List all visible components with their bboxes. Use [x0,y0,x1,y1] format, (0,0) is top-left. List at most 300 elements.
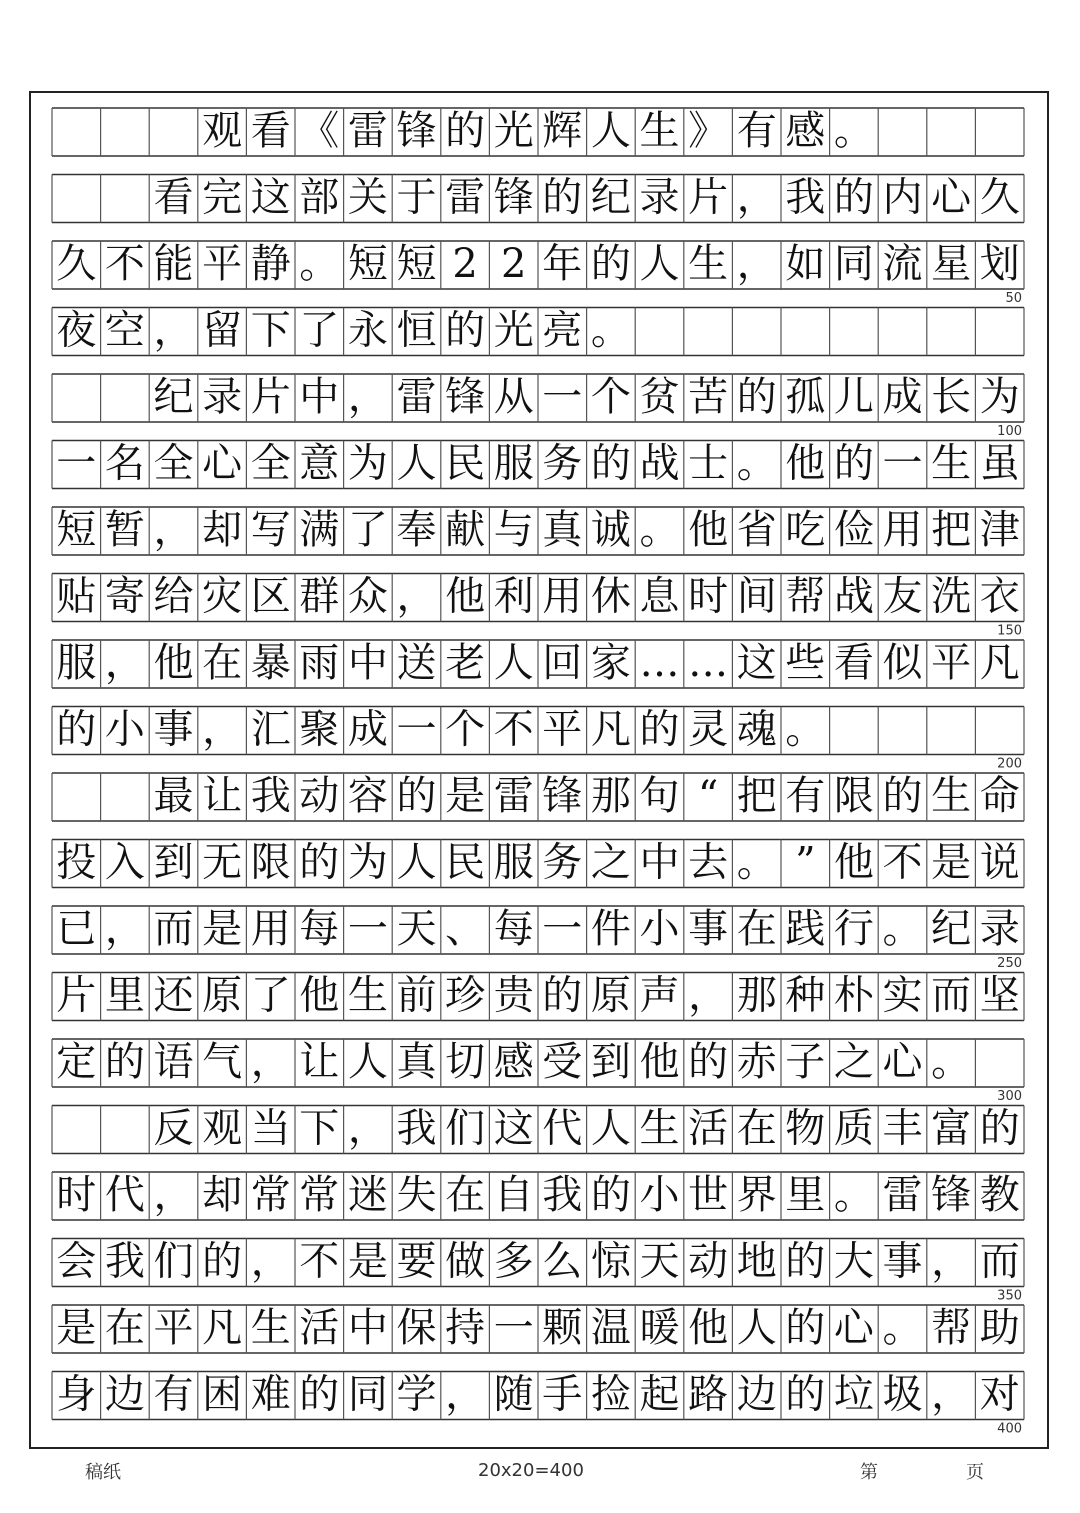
handwritten-character: 献 [445,507,486,553]
handwritten-text [56,108,1019,1418]
handwritten-character: 。 [736,839,777,886]
handwritten-character: ， [396,573,437,620]
handwritten-character: 他 [688,507,729,553]
handwritten-character: 成 [347,706,388,753]
handwritten-character: 雷 [396,374,437,420]
handwritten-character: 凡 [202,1305,243,1351]
handwritten-character: 心 [931,174,972,221]
handwritten-character: 容 [347,773,388,819]
handwritten-character: 心 [833,1305,874,1351]
handwritten-character: 代 [542,1105,583,1152]
handwritten-character: 随 [493,1371,534,1418]
handwritten-character: 。 [639,507,680,553]
handwritten-character: 这 [493,1105,534,1152]
handwritten-character: 到 [153,839,194,886]
handwritten-character: 件 [590,906,631,952]
handwritten-character: 而 [931,972,972,1019]
handwritten-character: 事 [882,1238,923,1285]
handwritten-character: 下 [250,307,291,354]
handwritten-character: 诚 [590,507,631,553]
handwritten-character: 老 [445,640,486,686]
handwritten-character: 锋 [493,174,534,221]
handwritten-character: 看 [833,640,874,686]
handwritten-character: 凡 [979,640,1020,686]
handwritten-character: 同 [347,1371,388,1418]
handwritten-character: 的 [833,174,874,221]
handwritten-character: 《 [299,108,340,154]
handwritten-character: 的 [785,1305,826,1351]
handwritten-character: … [639,640,680,686]
handwritten-character: 纪 [153,374,194,420]
handwritten-character: 我 [396,1105,437,1152]
handwritten-character: 垃 [833,1371,874,1418]
handwritten-character: 做 [445,1238,486,1285]
handwritten-character: 光 [493,307,534,354]
handwritten-character: 服 [493,839,534,886]
handwritten-character: 间 [736,573,777,620]
handwritten-character: 虽 [979,440,1020,487]
handwritten-character: 在 [736,1105,777,1152]
handwritten-character: 每 [299,906,340,952]
handwritten-character: 衣 [979,573,1020,620]
handwritten-character: 前 [396,972,437,1019]
handwritten-character: 困 [202,1371,243,1418]
handwritten-character: 一 [882,440,923,487]
handwritten-character: 。 [785,706,826,753]
handwritten-character: 教 [979,1172,1020,1218]
handwritten-character: 活 [299,1305,340,1351]
handwritten-character: 活 [688,1105,729,1152]
handwritten-character: 不 [882,839,923,886]
handwritten-character: 心 [202,440,243,487]
handwritten-character: 当 [250,1105,291,1152]
character-counter: 50 [1005,291,1022,306]
handwritten-character: 他 [785,440,826,487]
handwritten-character: 人 [590,108,631,154]
handwritten-character: 在 [202,640,243,686]
handwritten-character: 战 [639,440,680,487]
handwritten-character: 中 [347,1305,388,1351]
handwritten-character: 子 [785,1039,826,1085]
handwritten-character: 那 [736,972,777,1019]
handwritten-character: 难 [250,1371,291,1418]
handwritten-character: ， [202,706,243,753]
handwritten-character: 送 [396,640,437,686]
handwritten-character: 省 [736,507,777,553]
handwritten-character: 边 [104,1371,145,1418]
handwritten-character: 珍 [445,972,486,1019]
handwritten-character: 人 [590,1105,631,1152]
handwritten-character: 里 [104,972,145,1019]
handwritten-character: 对 [979,1371,1020,1418]
handwritten-character: 苦 [688,374,729,420]
handwritten-character: 却 [202,1172,243,1218]
handwritten-character: 暖 [639,1305,680,1351]
handwritten-character: 名 [104,440,145,487]
handwritten-character: 为 [347,839,388,886]
handwritten-character: 意 [299,440,340,487]
handwritten-character: ， [250,1039,291,1085]
handwritten-character: 片 [250,374,291,420]
handwritten-character: 能 [153,241,194,287]
handwritten-character: 还 [153,972,194,1019]
handwritten-character: 友 [882,573,923,620]
handwritten-character: 小 [639,906,680,952]
handwritten-character: 人 [493,640,534,686]
handwritten-character: 质 [833,1105,874,1152]
handwritten-character: 那 [590,773,631,819]
handwritten-character: 投 [56,839,97,886]
handwritten-character: 他 [688,1305,729,1351]
handwritten-character: 。 [833,1172,874,1218]
handwritten-character: 把 [931,507,972,553]
handwritten-character: 助 [979,1305,1020,1351]
handwritten-character: 平 [153,1305,194,1351]
handwritten-character: 身 [56,1371,97,1418]
handwritten-character: 了 [347,507,388,553]
handwritten-character: 的 [639,706,680,753]
handwritten-character: 2 [500,241,527,287]
handwritten-character: 迷 [347,1172,388,1218]
handwritten-character: 中 [639,839,680,886]
handwritten-character: 星 [931,241,972,287]
handwritten-character: 生 [639,1105,680,1152]
handwritten-character: 雷 [347,108,388,154]
handwritten-character: 小 [639,1172,680,1218]
handwritten-character: ， [250,1238,291,1285]
handwritten-character: 真 [542,507,583,553]
handwritten-character: 。 [931,1039,972,1085]
handwritten-character: 他 [639,1039,680,1085]
handwritten-character: 而 [153,906,194,952]
handwritten-character: 事 [153,706,194,753]
handwritten-character: 魂 [736,706,777,753]
footer-spec: 20x20=400 [478,1460,584,1481]
handwritten-character: 短 [396,241,437,287]
handwritten-character: 去 [688,839,729,886]
handwritten-character: 人 [639,241,680,287]
handwritten-character: ， [931,1371,972,1418]
handwritten-character: 的 [590,440,631,487]
handwritten-character: 的 [590,241,631,287]
handwritten-character: 心 [882,1039,923,1085]
handwritten-character: 吃 [785,507,826,553]
handwritten-character: 生 [931,773,972,819]
handwritten-character: 失 [396,1172,437,1218]
handwritten-character: ” [795,839,816,886]
handwritten-character: 是 [56,1305,97,1351]
handwritten-character: 平 [931,640,972,686]
handwritten-character: ， [931,1238,972,1285]
handwritten-character: 的 [396,773,437,819]
handwritten-character: 服 [493,440,534,487]
handwritten-character: 事 [688,906,729,952]
handwritten-character: 众 [347,573,388,620]
handwritten-character: 》 [688,108,729,154]
handwritten-character: 不 [493,706,534,753]
handwritten-character: 务 [542,839,583,886]
handwritten-character: 为 [979,374,1020,420]
handwritten-character: 让 [202,773,243,819]
handwritten-character: 区 [250,573,291,620]
handwritten-character: 战 [833,573,874,620]
handwritten-character: 到 [590,1039,631,1085]
handwritten-character: 看 [153,174,194,221]
handwritten-character: 。 [736,440,777,487]
handwritten-character: 让 [299,1039,340,1085]
handwritten-character: 内 [882,174,923,221]
handwritten-character: 用 [250,906,291,952]
handwritten-character: 锋 [396,108,437,154]
handwritten-character: 实 [882,972,923,1019]
handwritten-character: 学 [396,1371,437,1418]
handwritten-character: 他 [445,573,486,620]
handwritten-character: 定 [56,1039,97,1085]
handwritten-character: 切 [445,1039,486,1085]
handwritten-character: 全 [153,440,194,487]
handwritten-character: 个 [590,374,631,420]
handwritten-character: 短 [56,507,97,553]
handwritten-character: 的 [445,108,486,154]
handwritten-character: 的 [542,972,583,1019]
handwritten-character: 流 [882,241,923,287]
handwritten-character: 休 [590,573,631,620]
handwritten-character: 灵 [688,706,729,753]
handwritten-character: 圾 [882,1371,923,1418]
handwritten-character: 成 [882,374,923,420]
handwritten-character: 真 [396,1039,437,1085]
handwritten-character: 在 [104,1305,145,1351]
handwritten-character: 片 [56,972,97,1019]
handwritten-character: 关 [347,174,388,221]
handwritten-character: 界 [736,1172,777,1218]
handwritten-character: 入 [104,839,145,886]
handwritten-character: 人 [396,839,437,886]
handwritten-character: 聚 [299,706,340,753]
handwritten-character: 感 [785,108,826,154]
text-row [56,1039,971,1085]
handwritten-character: 我 [785,174,826,221]
character-counter: 350 [997,1288,1022,1304]
handwritten-character: 录 [639,174,680,221]
handwritten-character: 锋 [542,773,583,819]
handwritten-character: 暂 [104,507,145,553]
handwritten-character: 的 [299,839,340,886]
handwritten-character: 他 [833,839,874,886]
handwritten-character: 行 [833,906,874,952]
handwritten-character: 的 [202,1238,243,1285]
handwritten-character: 我 [250,773,291,819]
handwritten-character: 用 [882,507,923,553]
handwritten-character: 我 [542,1172,583,1218]
handwritten-character: 雨 [299,640,340,686]
handwritten-character: 的 [445,307,486,354]
handwritten-character: 民 [445,440,486,487]
handwritten-character: 奉 [396,507,437,553]
handwritten-character: ， [347,1105,388,1152]
handwritten-character: 之 [833,1039,874,1085]
handwritten-character: 部 [299,174,340,221]
handwritten-character: 在 [736,906,777,952]
handwritten-character: 大 [833,1238,874,1285]
handwritten-character: 划 [979,241,1020,287]
character-counter: 100 [997,424,1022,439]
handwritten-character: ， [153,307,194,354]
handwritten-character: 灾 [202,573,243,620]
handwritten-character: 生 [931,440,972,487]
handwritten-character: 惊 [590,1238,631,1285]
handwritten-character: 动 [299,773,340,819]
handwritten-character: 朴 [833,972,874,1019]
handwritten-character: … [688,640,729,686]
handwritten-character: 雷 [493,773,534,819]
handwritten-character: 群 [299,573,340,620]
handwritten-character: 代 [104,1172,145,1218]
handwritten-character: 观 [202,108,243,154]
handwritten-character: 看 [250,108,291,154]
handwritten-character: 反 [153,1105,194,1152]
handwritten-character: 生 [688,241,729,287]
handwritten-character: 。 [299,241,340,287]
handwritten-character: 动 [688,1238,729,1285]
handwritten-character: 家 [590,640,631,686]
handwritten-character: 为 [347,440,388,487]
handwritten-character: ， [347,374,388,420]
handwritten-character: 似 [882,640,923,686]
handwritten-character: 不 [104,241,145,287]
handwritten-character: 锋 [445,374,486,420]
handwritten-character: 多 [493,1238,534,1285]
handwritten-character: ， [688,972,729,1019]
handwritten-character: 他 [299,972,340,1019]
handwritten-character: 每 [493,906,534,952]
handwritten-character: 了 [250,972,291,1019]
handwritten-character: 他 [153,640,194,686]
handwritten-character: 的 [56,706,97,753]
handwritten-character: 是 [445,773,486,819]
handwritten-character: 在 [445,1172,486,1218]
handwritten-character: 路 [688,1371,729,1418]
handwritten-character: 贴 [56,573,97,620]
handwritten-character: 长 [931,374,972,420]
handwritten-character: 践 [785,906,826,952]
handwritten-character: 有 [736,108,777,154]
handwritten-character: 雷 [882,1172,923,1218]
handwritten-character: 辉 [542,108,583,154]
grid-lines [52,108,1024,1420]
handwritten-character: 生 [639,108,680,154]
handwritten-character: 写 [250,507,291,553]
handwritten-character: 一 [542,906,583,952]
handwritten-character: 已 [56,906,97,952]
handwritten-character: 录 [202,374,243,420]
handwritten-character: 的 [736,374,777,420]
handwritten-character: 不 [299,1238,340,1285]
handwritten-character: 士 [688,440,729,487]
handwritten-character: 年 [542,241,583,287]
handwritten-character: 起 [639,1371,680,1418]
handwritten-character: 原 [590,972,631,1019]
handwritten-character: 务 [542,440,583,487]
handwritten-character: 帮 [785,573,826,620]
handwritten-character: 与 [493,507,534,553]
handwritten-character: 颗 [542,1305,583,1351]
handwritten-character: 一 [493,1305,534,1351]
handwritten-character: 纪 [590,174,631,221]
handwritten-character: 丰 [882,1105,923,1152]
handwritten-character: 有 [153,1371,194,1418]
handwritten-character: 。 [882,1305,923,1351]
handwritten-character: 世 [688,1172,729,1218]
handwritten-character: 永 [347,307,388,354]
handwritten-character: 光 [493,108,534,154]
handwritten-character: 感 [493,1039,534,1085]
handwritten-character: 。 [882,906,923,952]
handwritten-character: 是 [931,839,972,886]
handwritten-character: 有 [785,773,826,819]
handwritten-character: 的 [979,1105,1020,1152]
handwritten-character: 天 [639,1238,680,1285]
handwritten-character: 的 [833,440,874,487]
handwritten-character: 气 [202,1039,243,1085]
handwritten-character: 暴 [250,640,291,686]
handwritten-character: 久 [979,174,1020,221]
handwritten-character: 短 [347,241,388,287]
handwritten-character: 种 [785,972,826,1019]
handwritten-character: 津 [979,507,1020,553]
handwritten-character: 句 [639,773,680,819]
handwritten-character: 2 [452,241,478,287]
handwritten-character: ， [153,507,194,553]
handwritten-character: 观 [202,1105,243,1152]
footer-page-suffix: 页 [966,1462,984,1483]
handwritten-character: 无 [202,839,243,886]
handwritten-character: 的 [688,1039,729,1085]
handwritten-character: 生 [347,972,388,1019]
handwritten-character: 一 [347,906,388,952]
handwritten-character: 民 [445,839,486,886]
footer-label: 稿纸 [85,1462,121,1483]
handwritten-character: 俭 [833,507,874,553]
handwritten-character: 寄 [104,573,145,620]
character-counter: 200 [997,756,1022,772]
handwritten-character: 把 [736,773,777,819]
handwritten-character: 凡 [590,706,631,753]
handwritten-character: 最 [153,773,194,819]
handwritten-character: 是 [347,1238,388,1285]
handwritten-character: 满 [299,507,340,553]
character-counter: 300 [997,1089,1022,1104]
handwritten-character: 中 [347,640,388,686]
handwritten-character: 。 [833,108,874,154]
handwritten-character: 、 [445,906,486,952]
handwritten-character: 静 [250,241,291,287]
handwritten-character: 地 [736,1238,777,1285]
handwritten-character: 受 [542,1039,583,1085]
handwritten-character: 是 [202,906,243,952]
handwritten-character: 帮 [931,1305,972,1351]
handwritten-character: 从 [493,374,534,420]
handwritten-character: 会 [56,1238,97,1285]
handwritten-character: 限 [833,773,874,819]
handwritten-character: 天 [396,906,437,952]
handwritten-character: 而 [979,1238,1020,1285]
handwritten-character: 富 [931,1105,972,1152]
character-counter: 150 [997,623,1022,639]
handwritten-character: 亮 [542,307,583,354]
handwritten-character: 要 [396,1238,437,1285]
handwritten-character: 纪 [931,906,972,952]
